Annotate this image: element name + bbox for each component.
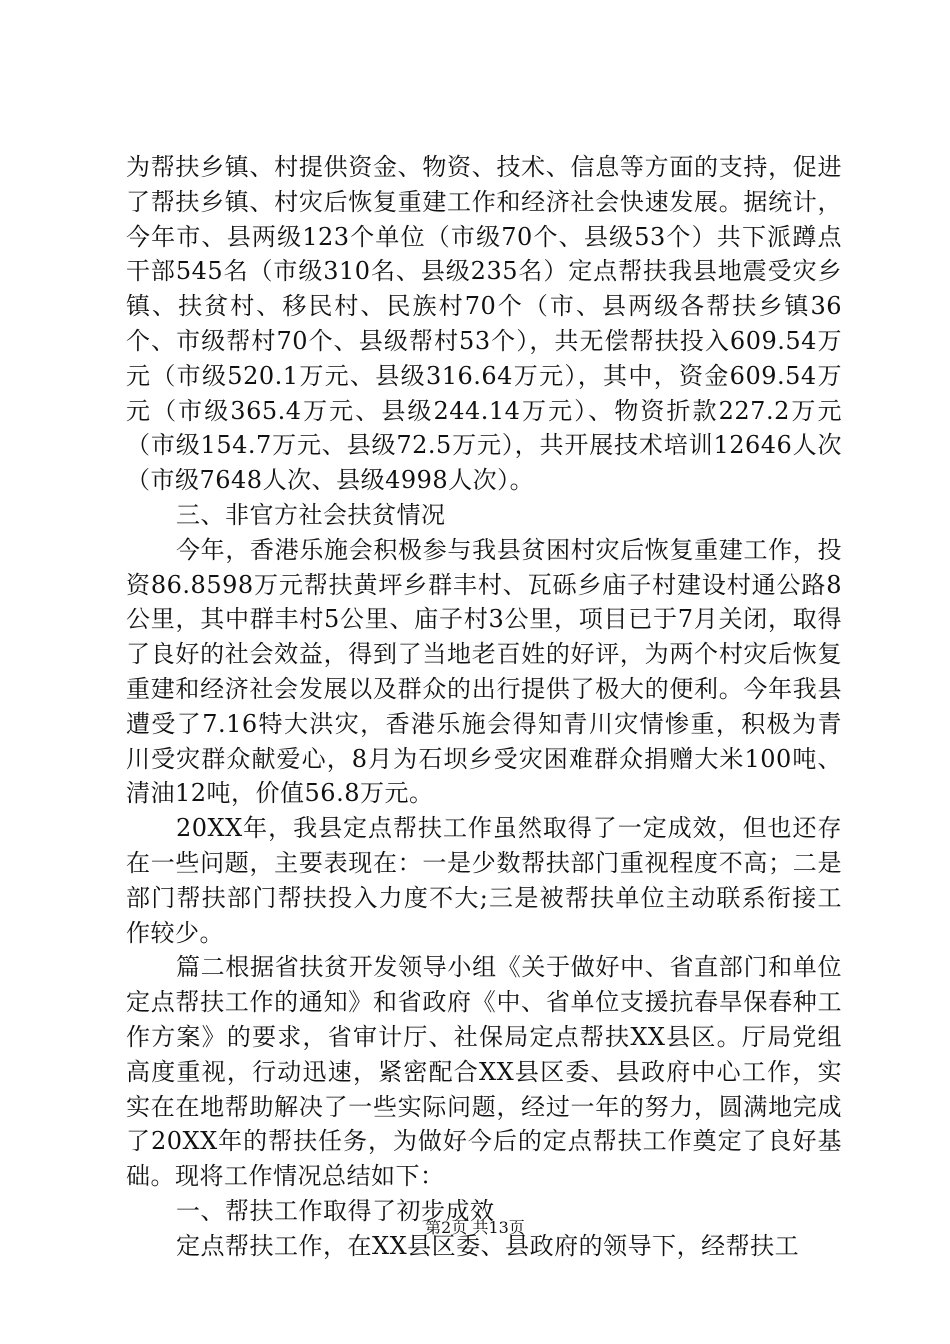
paragraph-support-statistics: 为帮扶乡镇、村提供资金、物资、技术、信息等方面的支持，促进了帮扶乡镇、村灾后恢复重建工作和经济社会快速发展。据统计，今年市、县两级123个单位（市级70个、县级53个）共下派蹲点干部545名（市级310名、县级235名）定点帮扶我县地震受灾乡镇、扶贫村、移民村、民族村70个（市、县两级各帮扶乡镇36个、市级帮村70个、县级帮村53个），共无偿帮扶投入609.54万元（市级520.1万元、县级316.64万元），其中，资金609.54万元（市级365.4万元、县级244.14万元）、物资折款227.2万元（市级154.7万元、县级72.5万元），共开展技术培训12646人次（市级7648人次、县级4998人次）。 xyxy=(126,153,842,495)
section-heading-non-official-aid: 三、非官方社会扶贫情况 xyxy=(176,500,446,529)
section-heading-initial-results: 一、帮扶工作取得了初步成效 xyxy=(176,1196,495,1225)
paragraph-problems: 20XX年，我县定点帮扶工作虽然取得了一定成效，但也还存在一些问题，主要表现在：一是少数帮扶部门重视程度不高；二是部门帮扶部门帮扶投入力度不大;三是被帮扶单位主动联系衔接工作较少。 xyxy=(126,814,842,947)
paragraph-oxfam-hk: 今年，香港乐施会积极参与我县贫困村灾后恢复重建工作，投资86.8598万元帮扶黄坪乡群丰村、瓦砾乡庙子村建设村通公路8公里，其中群丰村5公里、庙子村3公里，项目已于7月关闭，取得了良好的社会效益，得到了当地老百姓的好评，为两个村灾后恢复重建和经济社会发展以及群众的出行提供了极大的便利。今年我县遭受了7.16特大洪灾，香港乐施会得知青川灾情惨重，积极为青川受灾群众献爱心，8月为石坝乡受灾困难群众捐赠大米100吨、清油12吨，价值56.8万元。 xyxy=(126,535,842,808)
paragraph-fixed-point-work: 定点帮扶工作，在XX县区委、县政府的领导下，经帮扶工 xyxy=(176,1231,800,1260)
document-body xyxy=(126,150,842,1264)
page-footer: 第2页 共13页 xyxy=(425,1218,525,1237)
paragraph-part-two-intro: 篇二根据省扶贫开发领导小组《关于做好中、省直部门和单位定点帮扶工作的通知》和省政府《中、省单位支援抗春旱保春种工作方案》的要求，省审计厅、社保局定点帮扶XX县区。厅局党组高度重视，行动迅速，紧密配合XX县区委、县政府中心工作，实实在在地帮助解决了一些实际问题，经过一年的努力，圆满地完成了20XX年的帮扶任务，为做好今后的定点帮扶工作奠定了良好基础。现将工作情况总结如下： xyxy=(126,953,842,1191)
